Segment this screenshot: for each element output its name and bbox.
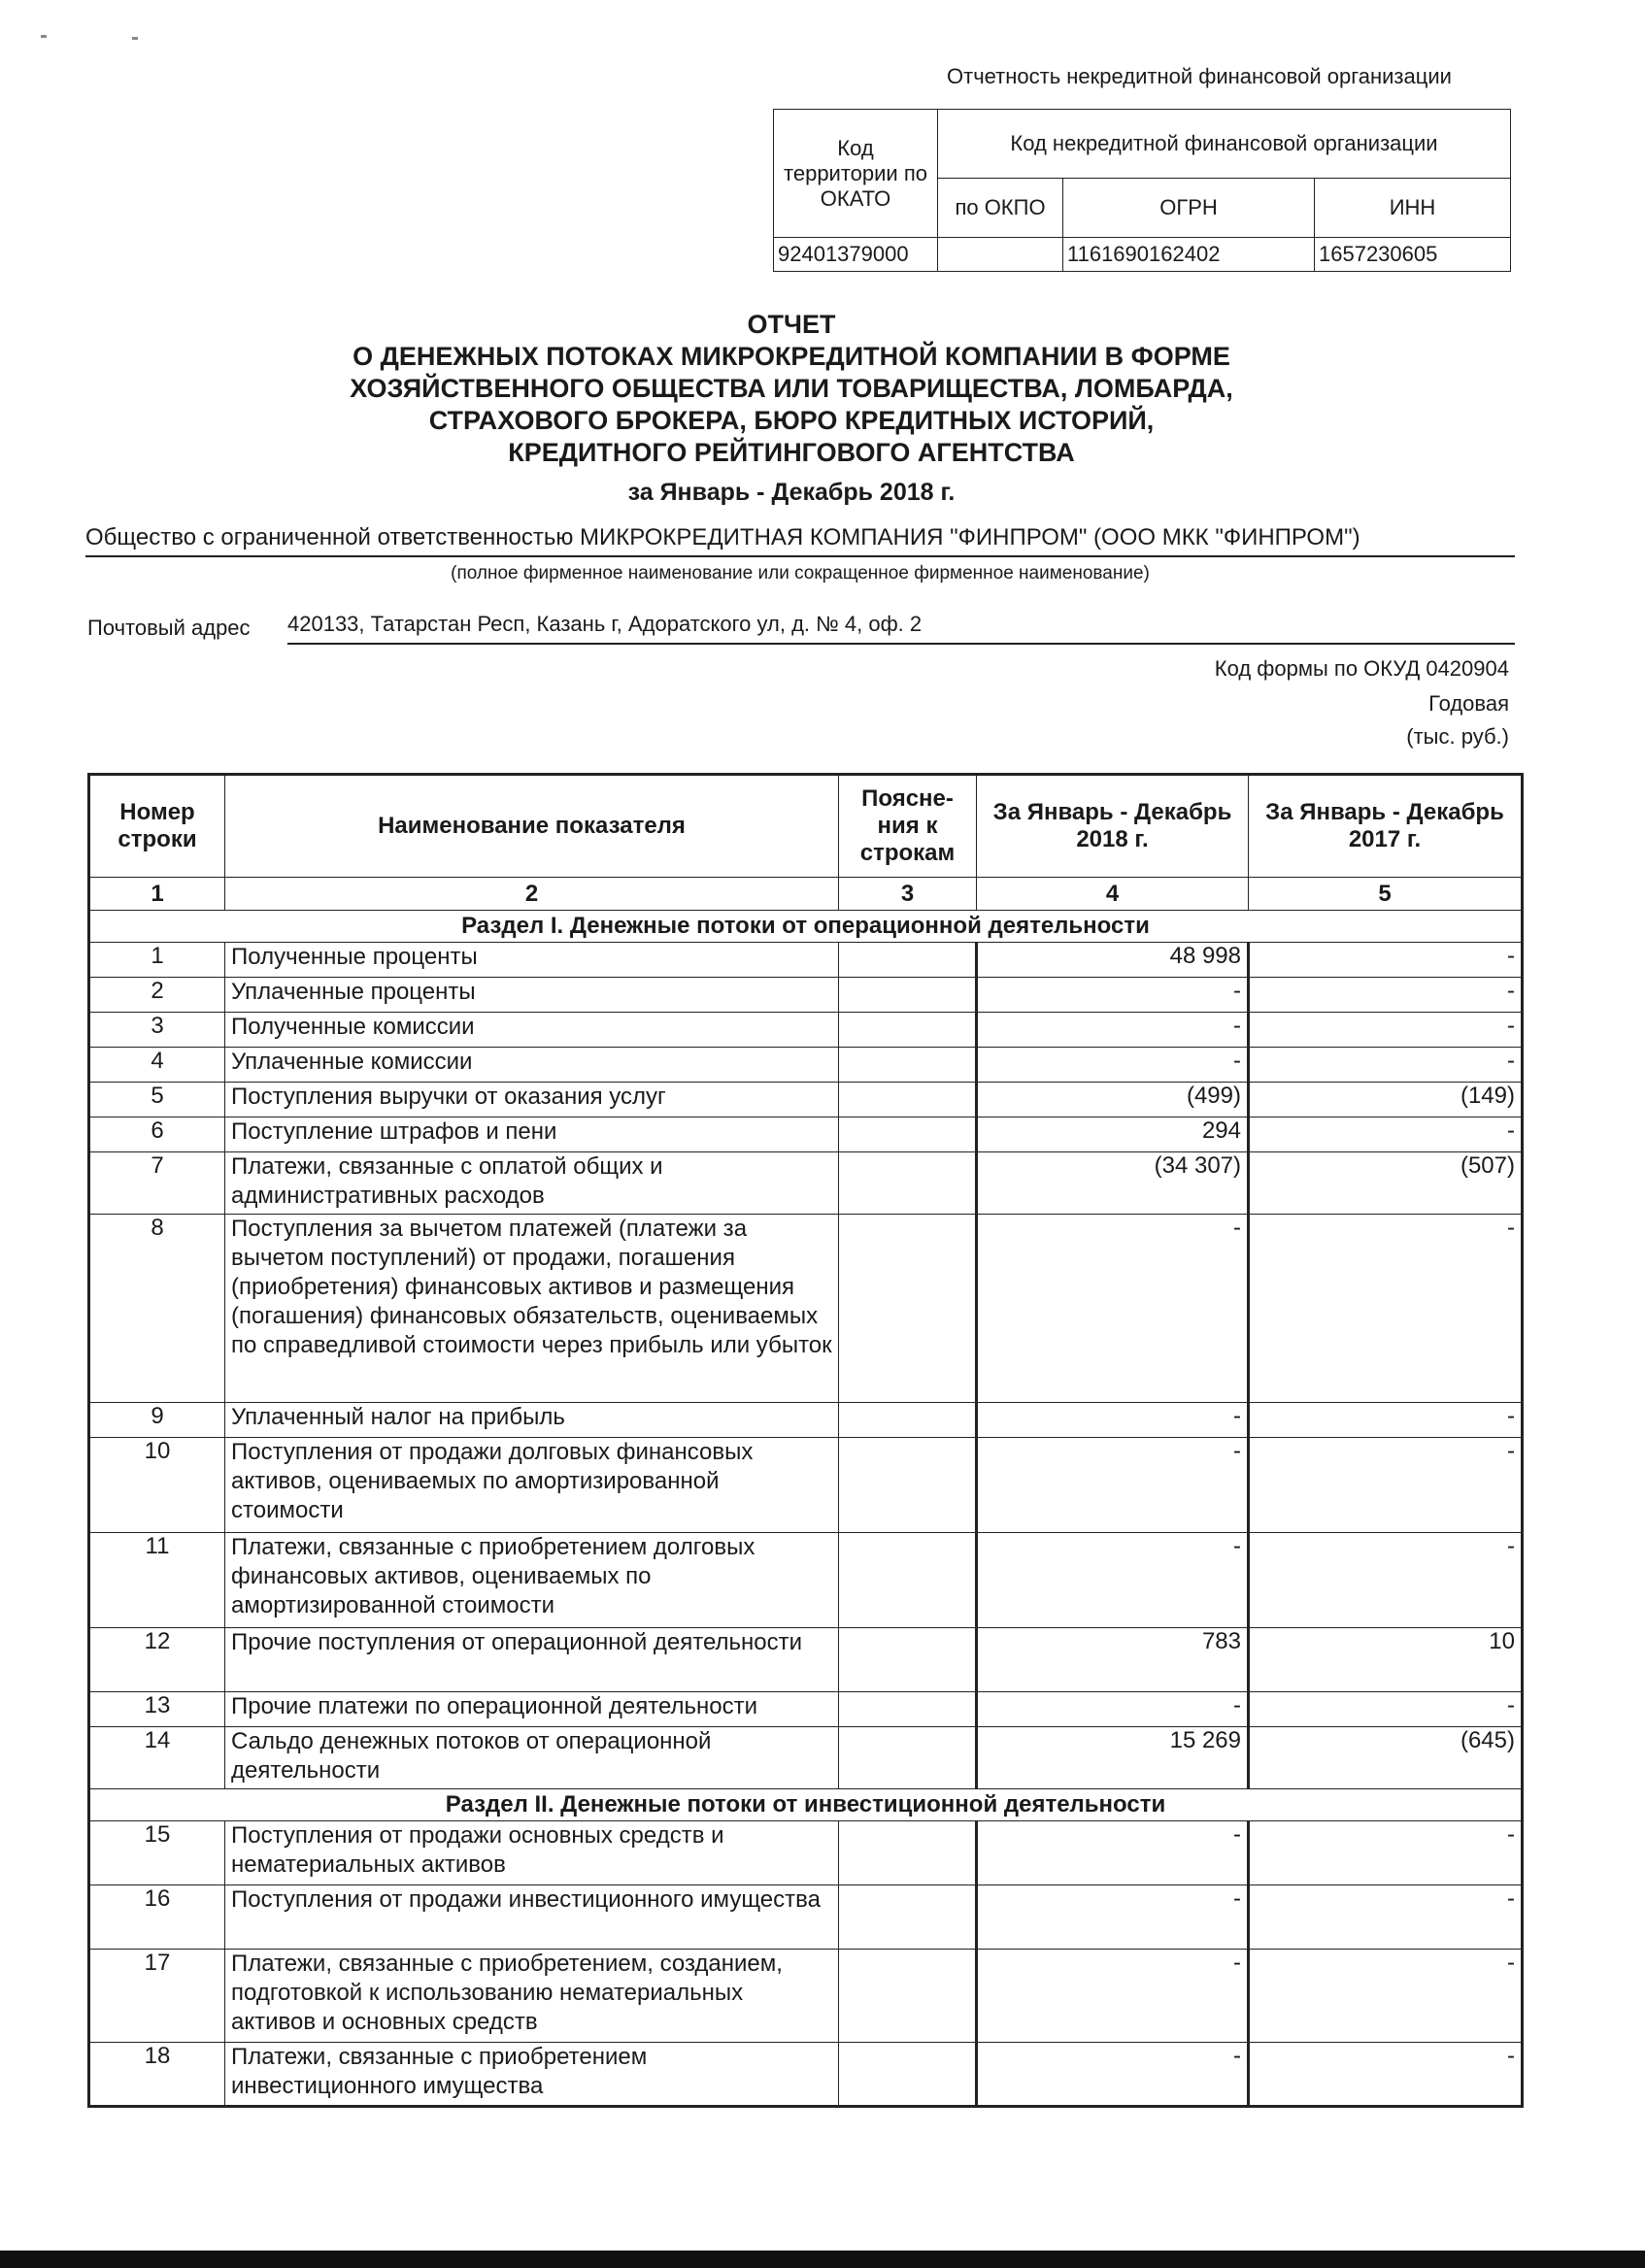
row-note [839, 1048, 977, 1083]
row-value-2018: - [977, 1692, 1249, 1727]
row-number: 16 [89, 1885, 225, 1950]
row-value-2018: - [977, 1950, 1249, 2043]
row-value-2017: (507) [1249, 1152, 1523, 1215]
section-row [89, 1789, 1523, 1821]
scan-edge-bar [0, 2251, 1645, 2268]
header-previous-period: За Январь - Декабрь 2017 г. [1249, 775, 1523, 878]
row-name: Уплаченные проценты [225, 978, 839, 1013]
row-name: Прочие платежи по операционной деятельности [225, 1692, 839, 1727]
table-row [89, 943, 1523, 978]
codes-table [773, 109, 1511, 272]
report-caption: Отчетность некредитной финансовой организации [947, 64, 1452, 88]
row-name: Платежи, связанные с приобретением долговых финансовых активов, оцениваемых по амортизированной стоимости [225, 1533, 839, 1628]
table-row [89, 1215, 1523, 1403]
table-row [89, 1048, 1523, 1083]
row-name: Уплаченный налог на прибыль [225, 1403, 839, 1438]
okato-value: 92401379000 [774, 238, 938, 272]
scan-speck [132, 37, 138, 40]
row-note [839, 1013, 977, 1048]
inn-value: 1657230605 [1315, 238, 1511, 272]
row-note [839, 1950, 977, 2043]
row-note [839, 1821, 977, 1885]
row-number: 13 [89, 1692, 225, 1727]
row-number: 14 [89, 1727, 225, 1789]
header-row-number: Номер строки [89, 775, 225, 878]
ogrn-value: 1161690162402 [1063, 238, 1315, 272]
units: (тыс. руб.) [1406, 724, 1509, 749]
row-number: 8 [89, 1215, 225, 1403]
row-value-2017: - [1249, 1215, 1523, 1403]
row-value-2017: - [1249, 1950, 1523, 2043]
report-period: за Январь - Декабрь 2018 г. [627, 479, 956, 506]
row-value-2017: - [1249, 1885, 1523, 1950]
row-name: Поступление штрафов и пени [225, 1117, 839, 1152]
column-number: 4 [977, 878, 1249, 911]
row-value-2017: - [1249, 1117, 1523, 1152]
row-note [839, 1117, 977, 1152]
row-number: 3 [89, 1013, 225, 1048]
row-value-2018: - [977, 2043, 1249, 2107]
table-row [89, 1438, 1523, 1533]
row-note [839, 1438, 977, 1533]
row-name: Платежи, связанные с оплатой общих и административных расходов [225, 1152, 839, 1215]
table-row [89, 1083, 1523, 1117]
row-value-2018: 48 998 [977, 943, 1249, 978]
periodicity: Годовая [1428, 691, 1509, 716]
title-line: О ДЕНЕЖНЫХ ПОТОКАХ МИКРОКРЕДИТНОЙ КОМПАНИИ В ФОРМЕ [352, 342, 1230, 371]
row-note [839, 943, 977, 978]
inn-header: ИНН [1315, 179, 1511, 238]
row-name: Поступления за вычетом платежей (платежи за вычетом поступлений) от продажи, погашения (приобретения) финансовых активов и размещения (погашения) финансовых обязательств, оцениваемых по справедливой стоимости через прибыль или убыток [225, 1215, 839, 1403]
row-value-2017: - [1249, 1821, 1523, 1885]
column-number: 3 [839, 878, 977, 911]
row-number: 18 [89, 2043, 225, 2107]
row-note [839, 2043, 977, 2107]
row-note [839, 1692, 977, 1727]
row-value-2018: - [977, 978, 1249, 1013]
column-number: 5 [1249, 878, 1523, 911]
section-row [89, 911, 1523, 943]
row-note [839, 1727, 977, 1789]
section-1-title: Раздел I. Денежные потоки от операционной деятельности [89, 911, 1523, 943]
row-name: Сальдо денежных потоков от операционной деятельности [225, 1727, 839, 1789]
header-indicator: Наименование показателя [225, 775, 839, 878]
title-line: КРЕДИТНОГО РЕЙТИНГОВОГО АГЕНТСТВА [508, 438, 1075, 467]
row-note [839, 1533, 977, 1628]
row-number: 12 [89, 1628, 225, 1692]
okato-header: Код территории по ОКАТО [774, 110, 938, 238]
row-value-2017: (645) [1249, 1727, 1523, 1789]
org-code-header: Код некредитной финансовой организации [938, 110, 1511, 179]
row-name: Платежи, связанные с приобретением инвестиционного имущества [225, 2043, 839, 2107]
row-number: 11 [89, 1533, 225, 1628]
row-value-2017: - [1249, 1013, 1523, 1048]
column-numbers-row [89, 878, 1523, 911]
row-number: 4 [89, 1048, 225, 1083]
table-row [89, 2043, 1523, 2107]
table-row [89, 978, 1523, 1013]
table-row [89, 1628, 1523, 1692]
row-value-2017: - [1249, 1403, 1523, 1438]
okpo-value [938, 238, 1063, 272]
row-value-2018: - [977, 1821, 1249, 1885]
column-number: 2 [225, 878, 839, 911]
row-number: 9 [89, 1403, 225, 1438]
row-name: Поступления выручки от оказания услуг [225, 1083, 839, 1117]
row-value-2018: - [977, 1885, 1249, 1950]
row-value-2018: (499) [977, 1083, 1249, 1117]
row-value-2018: - [977, 1013, 1249, 1048]
okud-code: Код формы по ОКУД 0420904 [1214, 656, 1509, 681]
row-value-2018: 783 [977, 1628, 1249, 1692]
table-row [89, 1885, 1523, 1950]
title-line: ОТЧЕТ [747, 310, 836, 339]
row-value-2018: 15 269 [977, 1727, 1249, 1789]
table-row [89, 1152, 1523, 1215]
row-number: 17 [89, 1950, 225, 2043]
row-number: 6 [89, 1117, 225, 1152]
table-row [89, 1117, 1523, 1152]
row-note [839, 1215, 977, 1403]
row-note [839, 1885, 977, 1950]
row-name: Поступления от продажи основных средств и нематериальных активов [225, 1821, 839, 1885]
report-title [194, 309, 1389, 469]
row-name: Платежи, связанные с приобретением, созданием, подготовкой к использованию нематериальных активов и основных средств [225, 1950, 839, 2043]
row-value-2017: - [1249, 978, 1523, 1013]
organization-name: Общество с ограниченной ответственностью МИКРОКРЕДИТНАЯ КОМПАНИЯ "ФИНПРОМ" (ООО МКК "ФИНПРОМ") [85, 524, 1515, 557]
row-value-2018: - [977, 1215, 1249, 1403]
table-row [89, 1403, 1523, 1438]
ogrn-header: ОГРН [1063, 179, 1315, 238]
scan-speck [41, 35, 47, 38]
row-value-2017: - [1249, 1438, 1523, 1533]
table-row [89, 1821, 1523, 1885]
address-value: 420133, Татарстан Респ, Казань г, Адоратского ул, д. № 4, оф. 2 [287, 612, 1515, 645]
row-name: Полученные комиссии [225, 1013, 839, 1048]
row-name: Поступления от продажи инвестиционного имущества [225, 1885, 839, 1950]
row-number: 5 [89, 1083, 225, 1117]
row-note [839, 978, 977, 1013]
row-name: Полученные проценты [225, 943, 839, 978]
title-line: СТРАХОВОГО БРОКЕРА, БЮРО КРЕДИТНЫХ ИСТОРИЙ, [428, 406, 1155, 435]
cash-flow-table [87, 773, 1524, 2108]
row-value-2018: (34 307) [977, 1152, 1249, 1215]
row-number: 7 [89, 1152, 225, 1215]
row-value-2018: - [977, 1533, 1249, 1628]
row-value-2017: - [1249, 1533, 1523, 1628]
okpo-header: по ОКПО [938, 179, 1063, 238]
row-number: 1 [89, 943, 225, 978]
row-number: 2 [89, 978, 225, 1013]
address-label: Почтовый адрес [87, 616, 251, 640]
table-row [89, 1950, 1523, 2043]
row-value-2017: 10 [1249, 1628, 1523, 1692]
row-name: Уплаченные комиссии [225, 1048, 839, 1083]
row-name: Прочие поступления от операционной деятельности [225, 1628, 839, 1692]
row-value-2017: - [1249, 2043, 1523, 2107]
row-note [839, 1628, 977, 1692]
row-note [839, 1083, 977, 1117]
row-value-2018: - [977, 1048, 1249, 1083]
row-name: Поступления от продажи долговых финансовых активов, оцениваемых по амортизированной стоимости [225, 1438, 839, 1533]
header-current-period: За Январь - Декабрь 2018 г. [977, 775, 1249, 878]
column-number: 1 [89, 878, 225, 911]
row-value-2017: - [1249, 1048, 1523, 1083]
row-note [839, 1152, 977, 1215]
row-value-2017: - [1249, 1692, 1523, 1727]
row-value-2017: - [1249, 943, 1523, 978]
row-note [839, 1403, 977, 1438]
organization-name-note: (полное фирменное наименование или сокращенное фирменное наименование) [451, 563, 1150, 584]
table-row [89, 1013, 1523, 1048]
row-value-2018: - [977, 1403, 1249, 1438]
header-notes: Поясне-ния к строкам [839, 775, 977, 878]
row-number: 10 [89, 1438, 225, 1533]
section-2-title: Раздел II. Денежные потоки от инвестиционной деятельности [89, 1789, 1523, 1821]
row-value-2017: (149) [1249, 1083, 1523, 1117]
table-row [89, 1692, 1523, 1727]
row-value-2018: 294 [977, 1117, 1249, 1152]
table-row [89, 1727, 1523, 1789]
table-row [89, 1533, 1523, 1628]
row-value-2018: - [977, 1438, 1249, 1533]
title-line: ХОЗЯЙСТВЕННОГО ОБЩЕСТВА ИЛИ ТОВАРИЩЕСТВА, ЛОМБАРДА, [350, 374, 1233, 403]
row-number: 15 [89, 1821, 225, 1885]
